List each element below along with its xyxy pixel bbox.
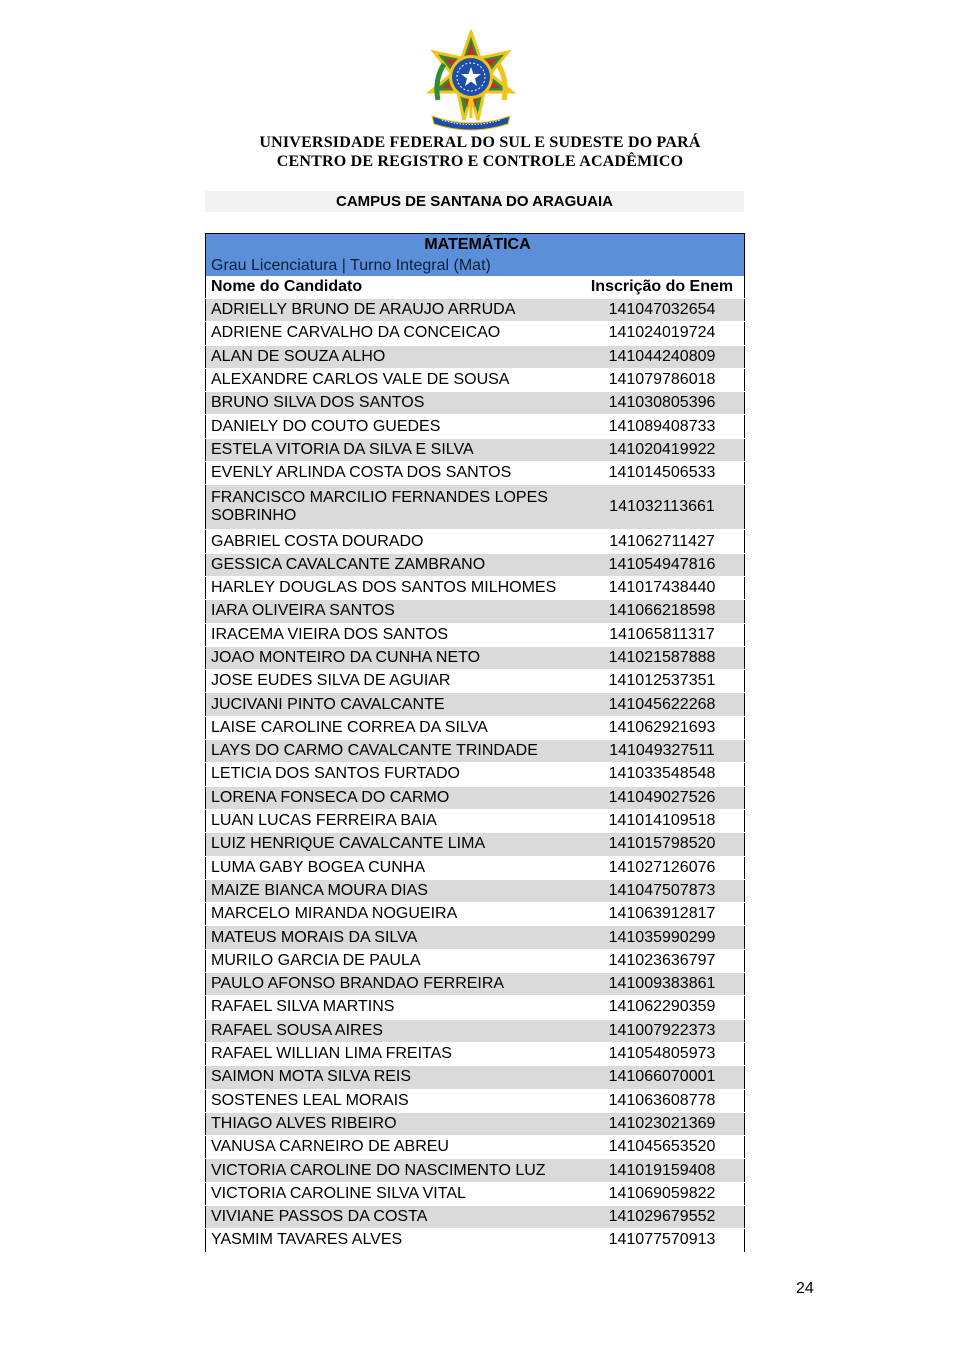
candidate-name: ESTELA VITORIA DA SILVA E SILVA [206, 438, 581, 461]
table-row [206, 763, 745, 786]
table-row [206, 485, 745, 530]
candidate-name: ADRIELLY BRUNO DE ARAUJO ARRUDA [206, 299, 581, 322]
enem-registration: 141014109518 [580, 809, 745, 832]
candidate-name: LAYS DO CARMO CAVALCANTE TRINDADE [206, 740, 581, 763]
table-row [206, 670, 745, 693]
table-row [206, 462, 745, 485]
enem-registration: 141044240809 [580, 345, 745, 368]
enem-registration: 141017438440 [580, 576, 745, 599]
enem-registration: 141049027526 [580, 786, 745, 809]
table-row [206, 1136, 745, 1159]
enem-registration: 141035990299 [580, 926, 745, 949]
course-header-row [206, 234, 745, 256]
candidate-name: YASMIM TAVARES ALVES [206, 1229, 581, 1252]
candidate-name: ALEXANDRE CARLOS VALE DE SOUSA [206, 368, 581, 391]
degree-label: Grau Licenciatura | Turno Integral (Mat) [206, 255, 745, 276]
candidate-name: EVENLY ARLINDA COSTA DOS SANTOS [206, 462, 581, 485]
candidate-table [205, 233, 745, 1253]
table-row [206, 1182, 745, 1205]
table-row [206, 1229, 745, 1252]
candidate-name: VICTORIA CAROLINE SILVA VITAL [206, 1182, 581, 1205]
candidate-name: LUAN LUCAS FERREIRA BAIA [206, 809, 581, 832]
enem-registration: 141062290359 [580, 996, 745, 1019]
candidate-name: BRUNO SILVA DOS SANTOS [206, 392, 581, 415]
candidate-name: MAIZE BIANCA MOURA DIAS [206, 879, 581, 902]
table-row [206, 786, 745, 809]
enem-registration: 141012537351 [580, 670, 745, 693]
enem-registration: 141066070001 [580, 1066, 745, 1089]
candidate-name: LAISE CAROLINE CORREA DA SILVA [206, 716, 581, 739]
enem-registration: 141032113661 [580, 485, 745, 530]
course-title: MATEMÁTICA [206, 234, 745, 256]
table-row [206, 438, 745, 461]
enem-registration: 141024019724 [580, 322, 745, 345]
candidate-name: ALAN DE SOUZA ALHO [206, 345, 581, 368]
enem-registration: 141021587888 [580, 646, 745, 669]
table-row [206, 1089, 745, 1112]
enem-registration: 141089408733 [580, 415, 745, 438]
enem-registration: 141007922373 [580, 1019, 745, 1042]
candidate-name: LUMA GABY BOGEA CUNHA [206, 856, 581, 879]
table-row [206, 693, 745, 716]
enem-registration: 141054947816 [580, 553, 745, 576]
enem-registration: 141077570913 [580, 1229, 745, 1252]
table-row [206, 299, 745, 322]
table-row [206, 623, 745, 646]
enem-registration: 141020419922 [580, 438, 745, 461]
candidate-name: LUIZ HENRIQUE CAVALCANTE LIMA [206, 833, 581, 856]
table-row [206, 345, 745, 368]
enem-registration: 141065811317 [580, 623, 745, 646]
candidate-name: FRANCISCO MARCILIO FERNANDES LOPES SOBRINHO [206, 485, 581, 530]
enem-registration: 141063912817 [580, 903, 745, 926]
candidate-name: THIAGO ALVES RIBEIRO [206, 1112, 581, 1135]
column-header-name: Nome do Candidato [206, 276, 581, 299]
column-header-enem: Inscrição do Enem [580, 276, 745, 299]
table-row [206, 530, 745, 553]
enem-registration: 141062711427 [580, 530, 745, 553]
table-row [206, 1042, 745, 1065]
table-row [206, 415, 745, 438]
enem-registration: 141049327511 [580, 740, 745, 763]
enem-registration: 141030805396 [580, 392, 745, 415]
table-row [206, 879, 745, 902]
table-row [206, 600, 745, 623]
table-row [206, 716, 745, 739]
table-row [206, 996, 745, 1019]
enem-registration: 141029679552 [580, 1205, 745, 1228]
enem-registration: 141027126076 [580, 856, 745, 879]
candidate-name: MURILO GARCIA DE PAULA [206, 949, 581, 972]
table-row [206, 833, 745, 856]
table-row [206, 576, 745, 599]
degree-header-row [206, 255, 745, 276]
candidate-name: MARCELO MIRANDA NOGUEIRA [206, 903, 581, 926]
enem-registration: 141033548548 [580, 763, 745, 786]
table-row [206, 392, 745, 415]
table-row [206, 1066, 745, 1089]
enem-registration: 141023636797 [580, 949, 745, 972]
enem-registration: 141063608778 [580, 1089, 745, 1112]
enem-registration: 141015798520 [580, 833, 745, 856]
enem-registration: 141062921693 [580, 716, 745, 739]
candidate-name: DANIELY DO COUTO GUEDES [206, 415, 581, 438]
enem-registration: 141047032654 [580, 299, 745, 322]
institution-name: UNIVERSIDADE FEDERAL DO SUL E SUDESTE DO PARÁ [259, 134, 701, 151]
table-row [206, 1159, 745, 1182]
table-row [206, 973, 745, 996]
candidate-name: JOSE EUDES SILVA DE AGUIAR [206, 670, 581, 693]
table-row [206, 903, 745, 926]
enem-registration: 141079786018 [580, 368, 745, 391]
table-row [206, 949, 745, 972]
table-row [206, 856, 745, 879]
candidate-name: RAFAEL SOUSA AIRES [206, 1019, 581, 1042]
department-name: CENTRO DE REGISTRO E CONTROLE ACADÊMICO [276, 153, 684, 170]
table-row [206, 740, 745, 763]
enem-registration: 141045622268 [580, 693, 745, 716]
page-number: 24 [796, 1280, 814, 1297]
candidate-name: RAFAEL WILLIAN LIMA FREITAS [206, 1042, 581, 1065]
candidate-name: GABRIEL COSTA DOURADO [206, 530, 581, 553]
enem-registration: 141069059822 [580, 1182, 745, 1205]
candidate-name: IRACEMA VIEIRA DOS SANTOS [206, 623, 581, 646]
enem-registration: 141014506533 [580, 462, 745, 485]
brazil-coat-of-arms-emblem [424, 30, 518, 134]
table-row [206, 646, 745, 669]
enem-registration: 141009383861 [580, 973, 745, 996]
candidate-name: VICTORIA CAROLINE DO NASCIMENTO LUZ [206, 1159, 581, 1182]
table-row [206, 1112, 745, 1135]
candidate-name: SAIMON MOTA SILVA REIS [206, 1066, 581, 1089]
candidate-name: MATEUS MORAIS DA SILVA [206, 926, 581, 949]
candidate-name: VANUSA CARNEIRO DE ABREU [206, 1136, 581, 1159]
candidate-name: RAFAEL SILVA MARTINS [206, 996, 581, 1019]
candidate-name: LORENA FONSECA DO CARMO [206, 786, 581, 809]
enem-registration: 141019159408 [580, 1159, 745, 1182]
enem-registration: 141054805973 [580, 1042, 745, 1065]
candidate-name: VIVIANE PASSOS DA COSTA [206, 1205, 581, 1228]
enem-registration: 141066218598 [580, 600, 745, 623]
enem-registration: 141023021369 [580, 1112, 745, 1135]
candidate-name: HARLEY DOUGLAS DOS SANTOS MILHOMES [206, 576, 581, 599]
campus-title: CAMPUS DE SANTANA DO ARAGUAIA [205, 191, 744, 212]
column-header-row [206, 276, 745, 299]
table-row [206, 322, 745, 345]
candidate-name: PAULO AFONSO BRANDAO FERREIRA [206, 973, 581, 996]
table-row [206, 926, 745, 949]
table-row [206, 809, 745, 832]
candidate-name: JOAO MONTEIRO DA CUNHA NETO [206, 646, 581, 669]
candidate-name: GESSICA CAVALCANTE ZAMBRANO [206, 553, 581, 576]
candidate-name: ADRIENE CARVALHO DA CONCEICAO [206, 322, 581, 345]
enem-registration: 141047507873 [580, 879, 745, 902]
table-row [206, 553, 745, 576]
enem-registration: 141045653520 [580, 1136, 745, 1159]
table-row [206, 1019, 745, 1042]
candidate-name: JUCIVANI PINTO CAVALCANTE [206, 693, 581, 716]
table-row [206, 368, 745, 391]
candidate-name: IARA OLIVEIRA SANTOS [206, 600, 581, 623]
table-row [206, 1205, 745, 1228]
candidate-name: LETICIA DOS SANTOS FURTADO [206, 763, 581, 786]
candidate-name: SOSTENES LEAL MORAIS [206, 1089, 581, 1112]
